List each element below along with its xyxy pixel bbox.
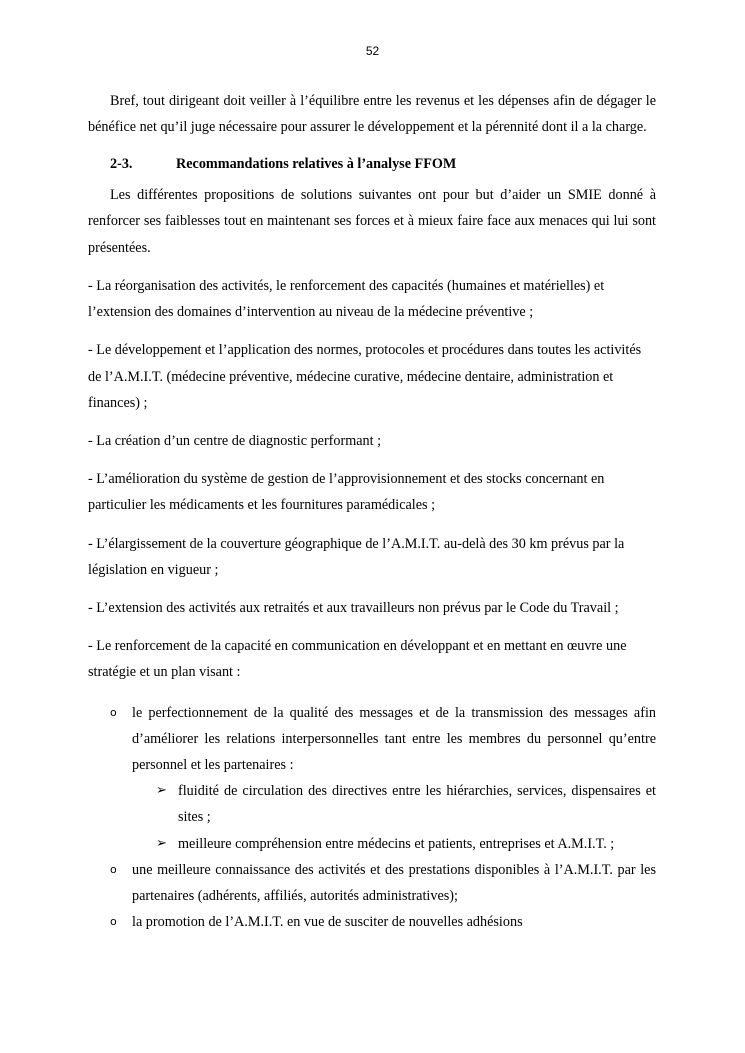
sub-list-item	[88, 909, 656, 935]
nested-list-item-text: fluidité de circulation des directives entre les hiérarchies, services, dispensaires et sites ;	[178, 783, 656, 826]
document-body	[88, 88, 656, 936]
nested-list	[88, 778, 656, 857]
list-item: - Le développement et l’application des normes, protocoles et procédures dans toutes les activités de l’A.M.I.T. (médecine préventive, médecine curative, médecine dentaire, administration et finances) ;	[88, 342, 642, 411]
sub-list	[88, 700, 656, 936]
nested-list-item	[88, 831, 656, 857]
list-item: - L’amélioration du système de gestion de l’approvisionnement et des stocks concernant en particulier les médicaments et les fournitures paramédicales ;	[88, 471, 605, 514]
arrow-bullet-icon: ➢	[156, 783, 167, 799]
circle-bullet-icon: o	[110, 862, 117, 876]
nested-list-item	[88, 778, 656, 830]
list-item: - La réorganisation des activités, le renforcement des capacités (humaines et matérielles) et l’extension des domaines d’intervention au niveau de la médecine préventive ;	[88, 278, 605, 321]
list-item: - Le renforcement de la capacité en communication en développant et en mettant en œuvre une stratégie et un plan visant :	[88, 638, 627, 681]
sub-list-item	[88, 857, 656, 909]
circle-bullet-icon: o	[110, 705, 117, 719]
sub-list-item	[88, 700, 656, 779]
section-paragraph: Les différentes propositions de solutions suivantes ont pour but d’aider un SMIE donné à renforcer ses faiblesses tout en maintenant ses forces et à mieux faire face aux menaces qui lui sont présentées.	[88, 186, 656, 256]
circle-bullet-icon: o	[110, 915, 117, 929]
sub-list-item-text: une meilleure connaissance des activités et des prestations disponibles à l’A.M.I.T. par les partenaires (adhérents, affiliés, autorités administratives);	[132, 861, 656, 905]
list-item: - L’élargissement de la couverture géographique de l’A.M.I.T. au-delà des 30 km prévus par la législation en vigueur ;	[88, 535, 625, 578]
list-item: - La création d’un centre de diagnostic performant ;	[88, 433, 382, 450]
section-title: Recommandations relatives à l’analyse FFOM	[176, 155, 457, 172]
arrow-bullet-icon: ➢	[156, 835, 167, 851]
sub-list-item-text: le perfectionnement de la qualité des messages et de la transmission des messages afin d’améliorer les relations interpersonnelles tant entre les membres du personnel qu’entre personnel et les partenaires :	[132, 704, 656, 774]
page-number: 52	[365, 44, 380, 58]
sub-list-item-text: la promotion de l’A.M.I.T. en vue de susciter de nouvelles adhésions	[132, 914, 523, 931]
intro-paragraph: Bref, tout dirigeant doit veiller à l’équilibre entre les revenus et les dépenses afin de dégager le bénéfice net qu’il juge nécessaire pour assurer le développement et la pérennité dont il a la charge.	[88, 93, 656, 136]
section-heading	[88, 154, 656, 174]
nested-list-item-text: meilleure compréhension entre médecins et patients, entreprises et A.M.I.T. ;	[178, 835, 615, 852]
section-number: 2-3.	[110, 155, 133, 172]
list-item: - L’extension des activités aux retraités et aux travailleurs non prévus par le Code du Travail ;	[88, 600, 619, 617]
